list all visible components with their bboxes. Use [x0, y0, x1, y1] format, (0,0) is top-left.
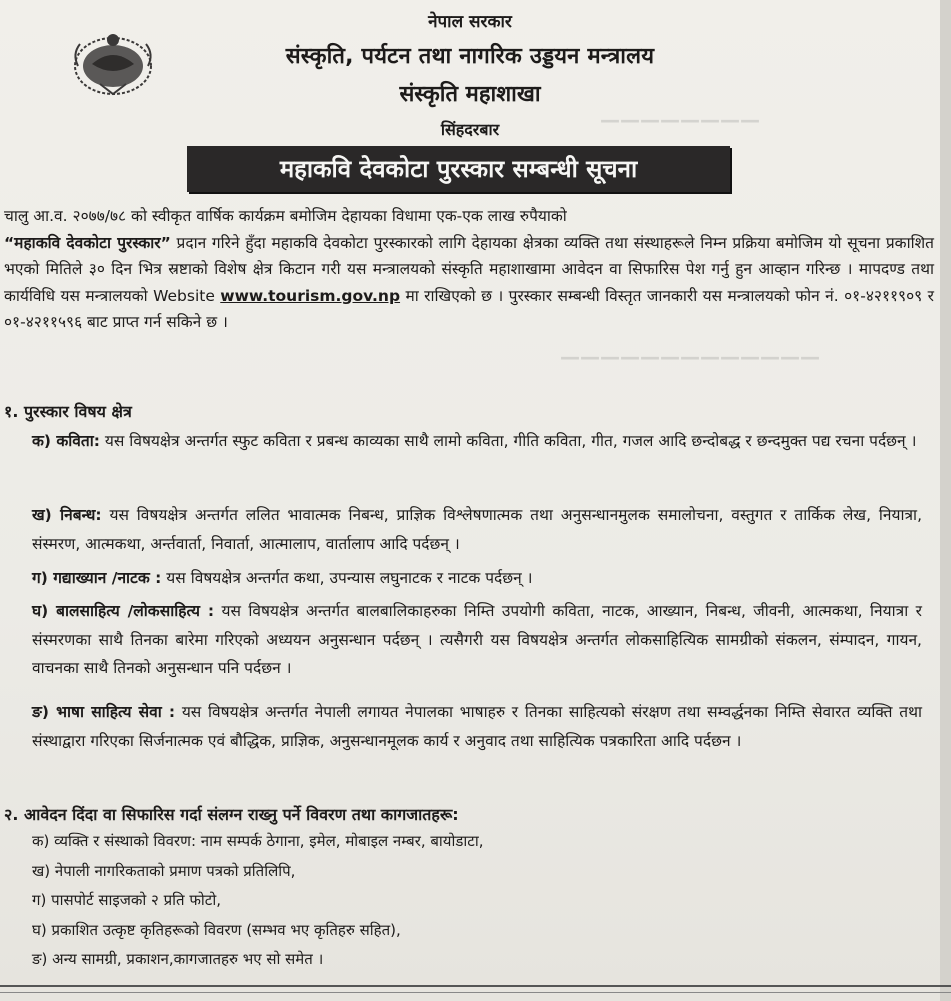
category-label: ग) गद्याख्यान /नाटक :: [32, 569, 162, 587]
intro-paragraph: [4, 203, 934, 336]
category-description: यस विषयक्षेत्र अन्तर्गत ललित भावात्मक निबन्ध, प्राज्ञिक विश्लेषणात्मक तथा अनुसन्धानमुलक समालोचना, वस्तुगत र तार्किक लेख, नियात्रा, संस्मरण, आत्मकथा, अर्न्तवार्ता, निवार्ता, आत्मालाप, वार्तालाप आदि पर्दछन् ।: [32, 506, 922, 553]
bottom-border: [0, 992, 951, 993]
category-item: [32, 427, 922, 456]
list-item: ग) पासपोर्ट साइजको २ प्रति फोटो,: [32, 891, 222, 909]
page-edge: [940, 0, 951, 1001]
section-name: संस्कृति महाशाखा: [399, 82, 541, 107]
government-name: नेपाल सरकार: [428, 12, 512, 32]
intro-text-1: चालु आ.व. २०७७/७८ को स्वीकृत वार्षिक कार्यक्रम बमोजिम देहायका विधामा एक-एक लाख रुपैयाको: [4, 207, 567, 225]
category-item: [32, 564, 922, 593]
category-description: यस विषयक्षेत्र अन्तर्गत स्फुट कविता र प्रबन्ध काव्यका साथै लामो कविता, गीति कविता, गीत, गजल आदि छन्दोबद्ध र छन्दमुक्त पद्य रचना पर्दछन् ।: [99, 432, 917, 450]
category-description: यस विषयक्षेत्र अन्तर्गत नेपाली लगायत नेपालका भाषाहरु र तिनका साहित्यको संरक्षण तथा सम्वर्द्धनका निम्ति सेवारत व्यक्ति तथा संस्थाद्वारा गरिएका सिर्जनात्मक एवं बौद्धिक, प्राज्ञिक, अनुसन्धानमूलक कार्य र अनुवाद तथा साहित्यिक पत्रकारिता आदि पर्दछन ।: [32, 703, 922, 750]
section-2-title: २. आवेदन दिंदा वा सिफारिस गर्दा संलग्न राख्नु पर्ने विवरण तथा कागजातहरू:: [4, 805, 459, 824]
list-item: घ) प्रकाशित उत्कृष्ट कृतिहरूको विवरण (सम्भव भए कृतिहरु सहित),: [32, 920, 401, 939]
website-link[interactable]: www.tourism.gov.np: [220, 286, 401, 305]
bottom-border: [0, 985, 951, 987]
award-name: “महाकवि देवकोटा पुरस्कार”: [4, 233, 171, 252]
category-item: [32, 501, 922, 558]
list-item: क) व्यक्ति र संस्थाको विवरण: नाम सम्पर्क ठेगाना, इमेल, मोबाइल नम्बर, बायोडाटा,: [32, 832, 484, 850]
category-item: [32, 698, 922, 755]
category-item: [32, 597, 922, 683]
category-label: ख) निबन्ध:: [32, 506, 102, 524]
ministry-name: संस्कृति, पर्यटन तथा नागरिक उड्डयन मन्त्रालय: [285, 44, 655, 69]
intro-text-3: मा राखिएको छ । पुरस्कार सम्बन्धी विस्तृत जानकारी यस मन्त्रालयको फोन नं. ०१-४२११९०९ र ०१-४२११५९६ बाट प्राप्त गर्न सकिने छ ।: [4, 286, 934, 332]
bleed-through-mark: ————————: [600, 108, 760, 132]
category-label: घ) बालसाहित्य /लोकसाहित्य :: [32, 602, 215, 620]
category-description: यस विषयक्षेत्र अन्तर्गत बालबालिकाहरुका निम्ति उपयोगी कविता, नाटक, आख्यान, निबन्ध, जीवनी, आत्मकथा, नियात्रा र संस्मरणका साथै तिनका बारेमा गरिएको अध्ययन अनुसन्धान पर्दछन् । त्यसैगरी यस विषयक्षेत्र अन्तर्गत लोकसाहित्यिक सामग्रीको संकलन, संम्पादन, गायन, वाचनका साथै तिनको अनुसन्धान पनि पर्दछन ।: [32, 602, 922, 677]
document-requirements-list: [32, 827, 912, 975]
place-name: सिंहदरबार: [440, 120, 500, 139]
notice-title-banner: महाकवि देवकोटा पुरस्कार सम्बन्धी सूचना: [187, 146, 730, 192]
category-label: क) कविता:: [32, 432, 100, 450]
section-1-title: १. पुरस्कार विषय क्षेत्र: [4, 402, 132, 421]
category-label: ङ) भाषा साहित्य सेवा :: [32, 703, 176, 721]
bleed-through-mark: —————————————: [560, 345, 820, 369]
list-item: ङ) अन्य सामग्री, प्रकाशन,कागजातहरु भए सो समेत ।: [32, 950, 324, 968]
category-description: यस विषयक्षेत्र अन्तर्गत कथा, उपन्यास लघुनाटक र नाटक पर्दछन् ।: [161, 569, 533, 587]
list-item: ख) नेपाली नागरिकताको प्रमाण पत्रको प्रतिलिपि,: [32, 861, 296, 880]
intro-text-2: प्रदान गरिने हुँदा महाकवि देवकोटा पुरस्कारको लागि देहायका क्षेत्रका व्यक्ति तथा संस्थाहरूले निम्न प्रक्रिया बमोजिम यो सूचना प्रकाशित भएको मितिले ३० दिन भित्र स्रष्टाको विशेष क्षेत्र किटान गरी यस मन्त्रालयको संस्कृति महाशाखामा आवेदन वा सिफारिस पेश गर्नु हुन आव्हान गरिन्छ । मापदण्ड तथा कार्यविधि यस मन्त्रालयको Website: [4, 233, 934, 305]
